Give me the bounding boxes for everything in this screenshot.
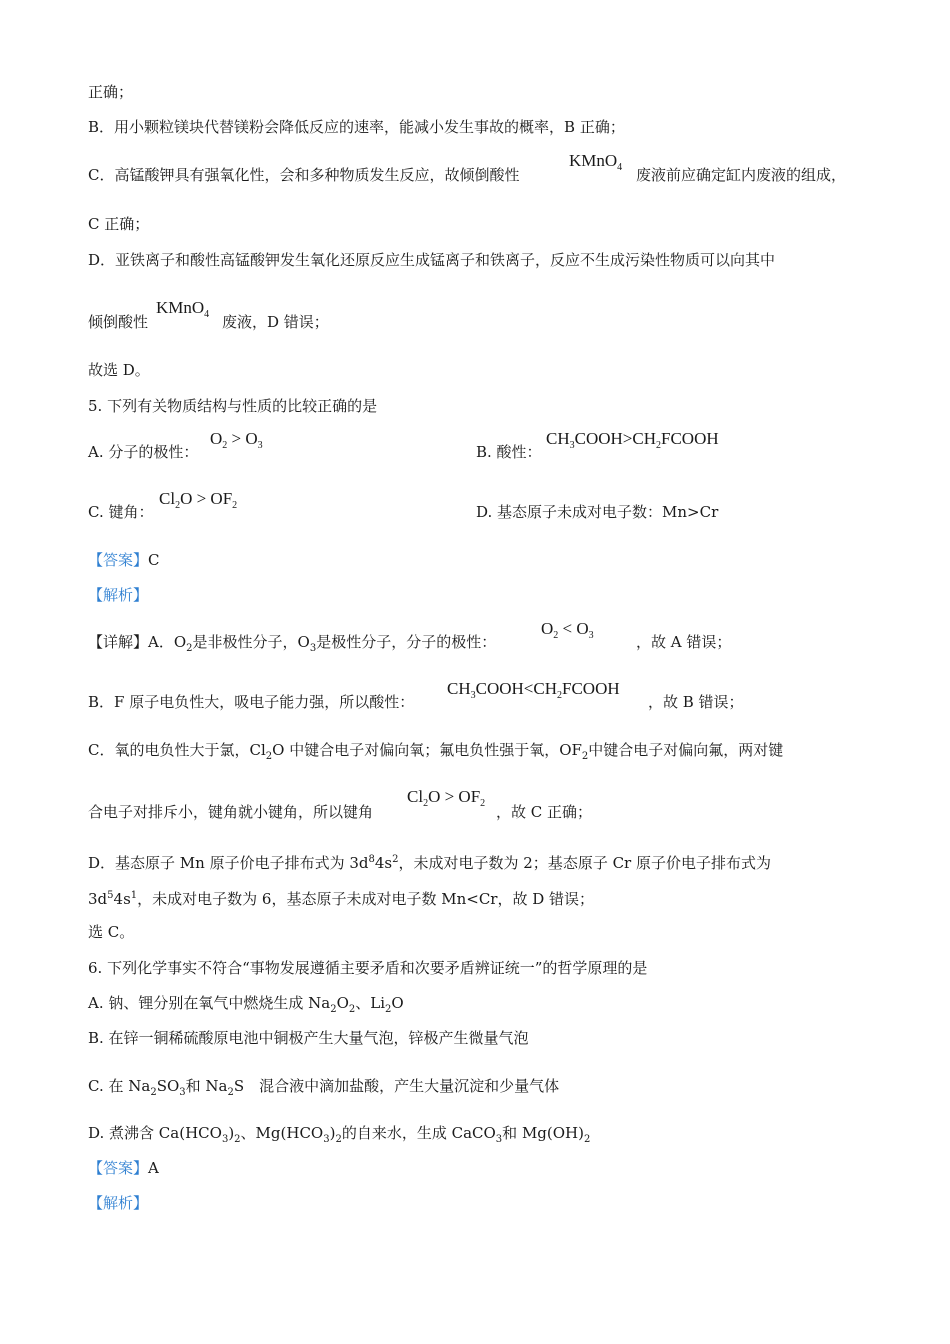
detail-line: B．F 原子电负性大，吸电子能力强，所以酸性： xyxy=(88,693,415,711)
text-line: ，故 B 错误； xyxy=(648,693,744,711)
option-d: D. 基态原子未成对电子数：Mn>Cr xyxy=(476,503,719,521)
answer-6: 【答案】A xyxy=(88,1159,159,1177)
formula-kmno4: KMnO$_4$ xyxy=(156,298,210,320)
option-b: B. 在锌一铜稀硫酸原电池中铜极产生大量气泡，锌极产生微量气泡 xyxy=(88,1029,529,1047)
formula-o2-o3: $O_2 > O_3$ xyxy=(210,429,263,451)
question-6: 6. 下列化学事实不符合“事物发展遵循主要矛盾和次要矛盾辨证统一”的哲学原理的是 xyxy=(88,959,648,977)
detail-line: 【详解】A．$O_2$是非极性分子，$O_3$是极性分子，分子的极性： xyxy=(88,633,497,654)
text-line: 废液前应确定缸内废液的组成， xyxy=(636,166,847,184)
option-a: A. 分子的极性： xyxy=(88,443,199,461)
answer-5: 【答案】C xyxy=(88,551,160,569)
analysis-6: 【解析】 xyxy=(88,1194,149,1212)
text-line: D．亚铁离子和酸性高锰酸钾发生氧化还原反应生成锰离子和铁离子，反应不生成污染性物质可以向其中 xyxy=(88,251,776,269)
text-line: C．高锰酸钾具有强氧化性，会和多种物质发生反应，故倾倒酸性 xyxy=(88,166,520,184)
option-c: C. 在 $Na_2SO_3$和 $Na_2S$ 混合液中滴加盐酸，产生大量沉淀和少量气体 xyxy=(88,1077,560,1098)
formula-bond-angle: $Cl_2O > OF_2$ xyxy=(159,489,238,511)
option-b: B. 酸性： xyxy=(476,443,542,461)
option-d: D. 煮沸含 $Ca(HCO_3)_2$、$Mg(HCO_3)_2$的自来水，生成 CaCO$_3$和 $Mg(OH)_2$ xyxy=(88,1124,591,1145)
formula-o2-o3: $O_2 < O_3$ xyxy=(541,619,594,641)
text-line: 选 C。 xyxy=(88,923,135,941)
option-c: C. 键角： xyxy=(88,503,154,521)
text-line: 故选 D。 xyxy=(88,361,150,379)
text-line: 正确； xyxy=(88,83,134,101)
text-line: C 正确； xyxy=(88,215,150,233)
analysis-5: 【解析】 xyxy=(88,586,149,604)
text-line: B．用小颗粒镁块代替镁粉会降低反应的速率，能减小发生事故的概率，B 正确； xyxy=(88,118,625,136)
text-line: 倾倒酸性 xyxy=(88,313,149,331)
detail-line: C．氧的电负性大于氯，$Cl_2O$ 中键合电子对偏向氧；氟电负性强于氧，$OF_2$中键合电子对偏向氟，两对键 xyxy=(88,741,784,762)
formula-acid: $CH_3COOH>CH_2FCOOH$ xyxy=(546,429,719,451)
formula-bond-angle: $Cl_2O > OF_2$ xyxy=(407,787,486,809)
detail-line: $3d^54s^1$，未成对电子数为 6，基态原子未成对电子数 Mn<Cr，故 D 错误； xyxy=(88,890,595,908)
text-line: ，故 C 正确； xyxy=(496,803,593,821)
option-a: A. 钠、锂分别在氧气中燃烧生成 $Na_2O_2$、$Li_2O$ xyxy=(88,994,404,1015)
text-line: ，故 A 错误； xyxy=(636,633,732,651)
formula-acid: $CH_3COOH<CH_2FCOOH$ xyxy=(447,679,620,701)
detail-line: 合电子对排斥小，键角就小键角，所以键角 xyxy=(88,803,374,821)
text-line: 废液，D 错误； xyxy=(222,313,329,331)
question-5: 5. 下列有关物质结构与性质的比较正确的是 xyxy=(88,397,378,415)
detail-line: D．基态原子 Mn 原子价电子排布式为 $3d^84s^2$，未成对电子数为 2；基态原子 Cr 原子价电子排布式为 xyxy=(88,854,771,872)
formula-kmno4: KMnO$_4$ xyxy=(569,151,623,173)
